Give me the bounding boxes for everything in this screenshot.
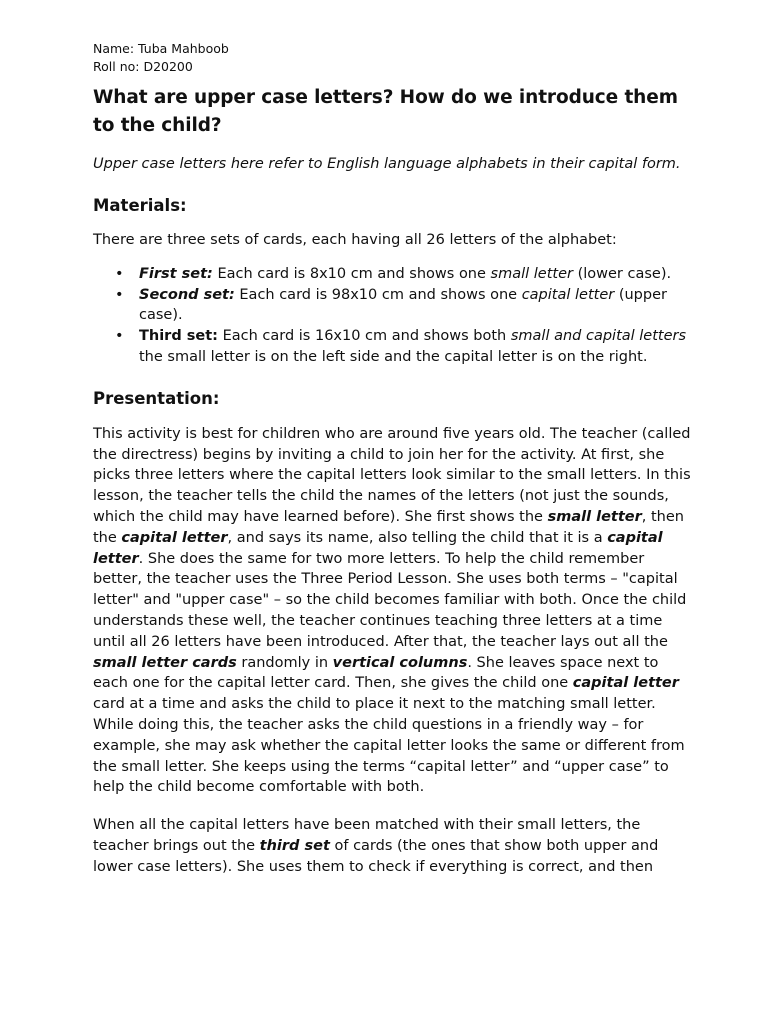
- emphasis-run: small letter cards: [93, 654, 237, 671]
- text-run: When all the capital letters have been matched with their small letters, the teacher brings out the: [93, 817, 641, 854]
- set-text: Each card is 16x10 cm and shows both: [217, 328, 511, 345]
- presentation-paragraph: [93, 424, 693, 798]
- text-run: , then the: [93, 508, 684, 546]
- presentation-heading: Presentation:: [93, 388, 220, 408]
- bullet-icon: •: [115, 286, 124, 303]
- set-text: Each card is 98x10 cm and shows one: [234, 286, 522, 303]
- student-name: Name: Tuba Mahboob: [93, 41, 229, 56]
- materials-heading: Materials:: [93, 196, 187, 215]
- text-run: , and says its name, also telling the child that it is a: [227, 529, 608, 546]
- text-run: . She does the same for two more letters. To help the child remember better, the teacher uses the Three Period Lesson. She uses both terms – "capital letter" and "upper case" – so the child becomes familiar with both. Once the child understands these well, the teacher continues teaching three letters at a time until all 26 letters have been introduced. After that, the teacher lays out all the: [93, 550, 687, 650]
- set-label: Third set:: [139, 328, 218, 345]
- set-text-end: (upper case).: [139, 286, 667, 324]
- text-run: card at a time and asks the child to place it next to the matching small letter. While doing this, the teacher asks the child questions in a friendly way – for example, she may ask whether the capital letter looks the same or different from the small letter. She keeps using the terms “capital letter” and “upper case” to help the child become comfortable with both.: [93, 696, 685, 796]
- document-page: [93, 40, 693, 878]
- text-run: of cards (the ones that show both upper and lower case letters). She uses them to check if everything is correct, and then: [93, 837, 659, 875]
- roll-number: Roll no: D20200: [93, 59, 193, 74]
- text-run: randomly in: [236, 654, 333, 671]
- set-emphasis: small letter: [490, 265, 573, 282]
- emphasis-run: capital letter: [121, 529, 228, 546]
- bullet-icon: •: [115, 328, 124, 345]
- bullet-icon: •: [115, 265, 124, 282]
- intro-paragraph: Upper case letters here refer to English language alphabets in their capital form.: [93, 156, 681, 172]
- list-item: [93, 326, 693, 368]
- set-emphasis: small and capital letters: [510, 328, 687, 345]
- emphasis-run: vertical columns: [332, 654, 468, 671]
- emphasis-run: capital letter: [572, 675, 679, 692]
- set-label: First set:: [139, 265, 213, 282]
- list-item: [93, 264, 693, 285]
- list-item: [93, 285, 693, 327]
- emphasis-run: third set: [259, 837, 330, 854]
- emphasis-run: small letter: [547, 508, 642, 525]
- set-label: Second set:: [139, 286, 235, 303]
- set-text: Each card is 8x10 cm and shows one: [212, 265, 491, 282]
- set-text-end: the small letter is on the left side and the capital letter is on the right.: [139, 348, 648, 365]
- text-run: This activity is best for children who are around five years old. The teacher (called the directress) begins by inviting a child to join her for the activity. At first, she picks three letters where the capital letters look similar to the small letters. In this lesson, the teacher tells the child the names of the letters (not just the sounds, which the child may have learned before). She first shows the: [93, 425, 691, 525]
- materials-list: [93, 264, 693, 368]
- emphasis-run: capital letter: [93, 529, 663, 567]
- set-text-end: (lower case).: [572, 265, 672, 282]
- materials-lead: There are three sets of cards, each having all 26 letters of the alphabet:: [93, 232, 617, 248]
- closing-paragraph: [93, 815, 693, 877]
- set-emphasis: capital letter: [521, 286, 615, 303]
- text-run: . She leaves space next to each one for the capital letter card. Then, she gives the child one: [93, 654, 659, 692]
- document-title: What are upper case letters? How do we introduce them to the child?: [93, 87, 678, 136]
